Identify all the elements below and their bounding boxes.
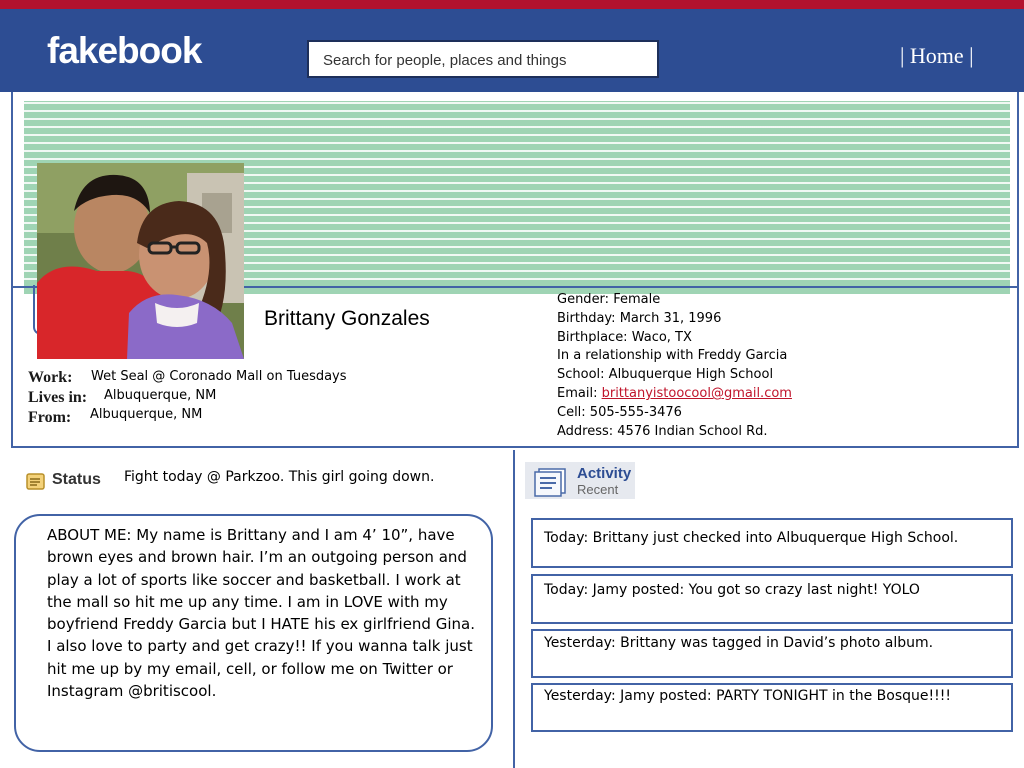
profile-name: Brittany Gonzales bbox=[264, 307, 430, 330]
activity-item[interactable] bbox=[531, 574, 1013, 624]
status-text: Fight today @ Parkzoo. This girl going down. bbox=[124, 469, 435, 485]
info-gender: Gender: Female bbox=[557, 292, 661, 307]
lives-in-value: Albuquerque, NM bbox=[104, 388, 217, 403]
activity-item-text: Today: Jamy posted: You got so crazy last night! YOLO bbox=[544, 582, 920, 598]
info-school: School: Albuquerque High School bbox=[557, 367, 774, 383]
work-value: Wet Seal @ Coronado Mall on Tuesdays bbox=[91, 369, 347, 384]
status-icon bbox=[26, 473, 47, 490]
info-birthplace: Birthplace: Waco, TX bbox=[557, 329, 692, 345]
search-input[interactable] bbox=[307, 40, 659, 78]
activity-subtitle: Recent bbox=[577, 482, 619, 497]
status-label: Status bbox=[52, 471, 101, 488]
fakebook-logo[interactable]: fakebook bbox=[47, 30, 202, 71]
activity-item-text: Yesterday: Brittany was tagged in David’s photo album. bbox=[544, 635, 934, 651]
from-value: Albuquerque, NM bbox=[90, 407, 203, 422]
from-label: From: bbox=[28, 409, 72, 426]
info-birthday: Birthday: March 31, 1996 bbox=[557, 310, 722, 326]
info-email-row bbox=[557, 385, 792, 404]
activity-item[interactable] bbox=[531, 629, 1013, 678]
activity-item-text: Today: Brittany just checked into Albuquerque High School. bbox=[544, 530, 959, 546]
home-link[interactable]: | Home | bbox=[900, 43, 974, 68]
column-divider bbox=[513, 450, 515, 768]
activity-item-text: Yesterday: Jamy posted: PARTY TONIGHT in the Bosque!!!! bbox=[544, 688, 951, 704]
info-address: Address: 4576 Indian School Rd. bbox=[557, 423, 768, 439]
activity-title: Activity bbox=[577, 465, 632, 482]
info-cell: Cell: 505-555-3476 bbox=[557, 404, 682, 420]
email-link[interactable]: brittanyistoocool@gmail.com bbox=[601, 385, 792, 401]
avatar-photo bbox=[37, 163, 244, 359]
info-email-label: Email: bbox=[557, 385, 602, 401]
activity-item[interactable] bbox=[531, 518, 1013, 568]
about-me-text: ABOUT ME: My name is Brittany and I am 4’ 10”, have brown eyes and brown hair. I’m an outgoing person and play a lot of sports like soccer and basketball. I work at the mall so hit me up any time. I am in LOVE with my boyfriend Freddy Garcia but I HATE his ex girlfriend Gina. I also love to party and get crazy!! If you wanna talk just hit me up by my email, cell, or follow me on Twitter or Instagram @britiscool. bbox=[47, 526, 475, 701]
top-accent-bar bbox=[0, 0, 1024, 9]
activity-icon bbox=[533, 467, 569, 497]
info-relationship: In a relationship with Freddy Garcia bbox=[557, 348, 788, 364]
search-placeholder: Search for people, places and things bbox=[323, 52, 567, 69]
profile-info-list bbox=[557, 291, 792, 441]
activity-item[interactable] bbox=[531, 683, 1013, 732]
lives-in-label: Lives in: bbox=[28, 389, 88, 406]
work-label: Work: bbox=[28, 369, 73, 386]
profile-avatar[interactable] bbox=[37, 163, 244, 359]
